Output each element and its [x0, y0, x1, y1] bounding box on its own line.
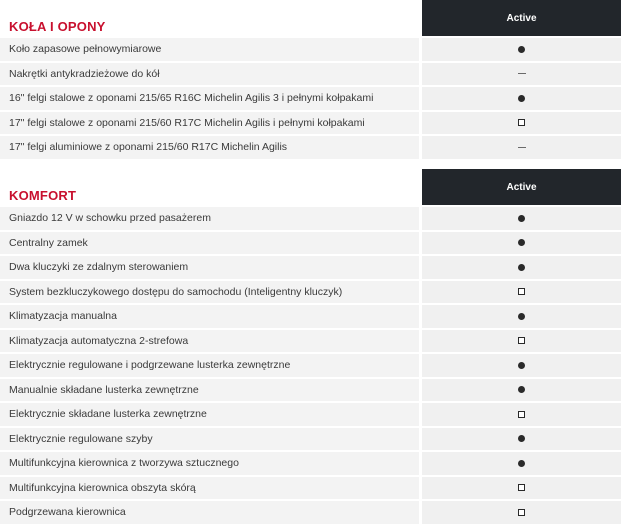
standard-dot-icon [518, 95, 525, 102]
feature-row [0, 428, 621, 451]
feature-label: Podgrzewana kierownica [0, 501, 419, 524]
feature-availability [422, 136, 621, 159]
feature-availability [422, 428, 621, 451]
feature-row [0, 501, 621, 524]
feature-label: Elektrycznie regulowane i podgrzewane lusterka zewnętrzne [0, 354, 419, 377]
standard-dot-icon [518, 435, 525, 442]
feature-label: Gniazdo 12 V w schowku przed pasażerem [0, 207, 419, 230]
feature-label: Klimatyzacja automatyczna 2-strefowa [0, 330, 419, 353]
feature-label: Elektrycznie regulowane szyby [0, 428, 419, 451]
feature-availability [422, 232, 621, 255]
optional-square-icon [518, 119, 525, 126]
feature-availability [422, 38, 621, 61]
feature-availability [422, 87, 621, 110]
feature-label: 16" felgi stalowe z oponami 215/65 R16C Michelin Agilis 3 i pełnymi kołpakami [0, 87, 419, 110]
optional-square-icon [518, 411, 525, 418]
feature-availability [422, 452, 621, 475]
feature-row [0, 207, 621, 230]
feature-row [0, 403, 621, 426]
feature-row [0, 87, 621, 110]
feature-row [0, 256, 621, 279]
feature-label: Multifunkcyjna kierownica z tworzywa sztucznego [0, 452, 419, 475]
feature-row [0, 136, 621, 159]
feature-availability [422, 63, 621, 86]
feature-availability [422, 330, 621, 353]
feature-label: Elektrycznie składane lusterka zewnętrzne [0, 403, 419, 426]
optional-square-icon [518, 288, 525, 295]
feature-availability [422, 379, 621, 402]
section-header [0, 0, 621, 38]
standard-dot-icon [518, 215, 525, 222]
optional-square-icon [518, 337, 525, 344]
column-header-trim: Active [422, 169, 621, 205]
feature-row [0, 452, 621, 475]
feature-label: Dwa kluczyki ze zdalnym sterowaniem [0, 256, 419, 279]
section-header [0, 169, 621, 207]
column-header-trim: Active [422, 0, 621, 36]
feature-availability [422, 112, 621, 135]
section-title: KOŁA I OPONY [9, 19, 106, 34]
feature-availability [422, 281, 621, 304]
feature-row [0, 38, 621, 61]
feature-availability [422, 207, 621, 230]
feature-row [0, 379, 621, 402]
feature-availability [422, 256, 621, 279]
not-available-dash-icon [518, 73, 526, 74]
feature-availability [422, 403, 621, 426]
feature-row [0, 305, 621, 328]
standard-dot-icon [518, 313, 525, 320]
feature-label: Klimatyzacja manualna [0, 305, 419, 328]
feature-row [0, 112, 621, 135]
feature-row [0, 330, 621, 353]
feature-availability [422, 354, 621, 377]
standard-dot-icon [518, 264, 525, 271]
feature-label: Koło zapasowe pełnowymiarowe [0, 38, 419, 61]
optional-square-icon [518, 509, 525, 516]
feature-availability [422, 477, 621, 500]
feature-row [0, 354, 621, 377]
feature-row [0, 63, 621, 86]
feature-label: Multifunkcyjna kierownica obszyta skórą [0, 477, 419, 500]
section-title: KOMFORT [9, 188, 77, 203]
feature-label: 17" felgi aluminiowe z oponami 215/60 R17C Michelin Agilis [0, 136, 419, 159]
feature-availability [422, 305, 621, 328]
standard-dot-icon [518, 239, 525, 246]
standard-dot-icon [518, 362, 525, 369]
feature-row [0, 477, 621, 500]
not-available-dash-icon [518, 147, 526, 148]
feature-label: System bezkluczykowego dostępu do samochodu (Inteligentny kluczyk) [0, 281, 419, 304]
feature-label: Nakrętki antykradzieżowe do kół [0, 63, 419, 86]
standard-dot-icon [518, 46, 525, 53]
feature-row [0, 281, 621, 304]
optional-square-icon [518, 484, 525, 491]
feature-label: Manualnie składane lusterka zewnętrzne [0, 379, 419, 402]
section-comfort [0, 169, 621, 526]
feature-label: 17" felgi stalowe z oponami 215/60 R17C Michelin Agilis i pełnymi kołpakami [0, 112, 419, 135]
feature-row [0, 232, 621, 255]
feature-label: Centralny zamek [0, 232, 419, 255]
section-wheels-tyres [0, 0, 621, 161]
standard-dot-icon [518, 460, 525, 467]
standard-dot-icon [518, 386, 525, 393]
feature-availability [422, 501, 621, 524]
feature-list [0, 38, 621, 159]
feature-list [0, 207, 621, 524]
